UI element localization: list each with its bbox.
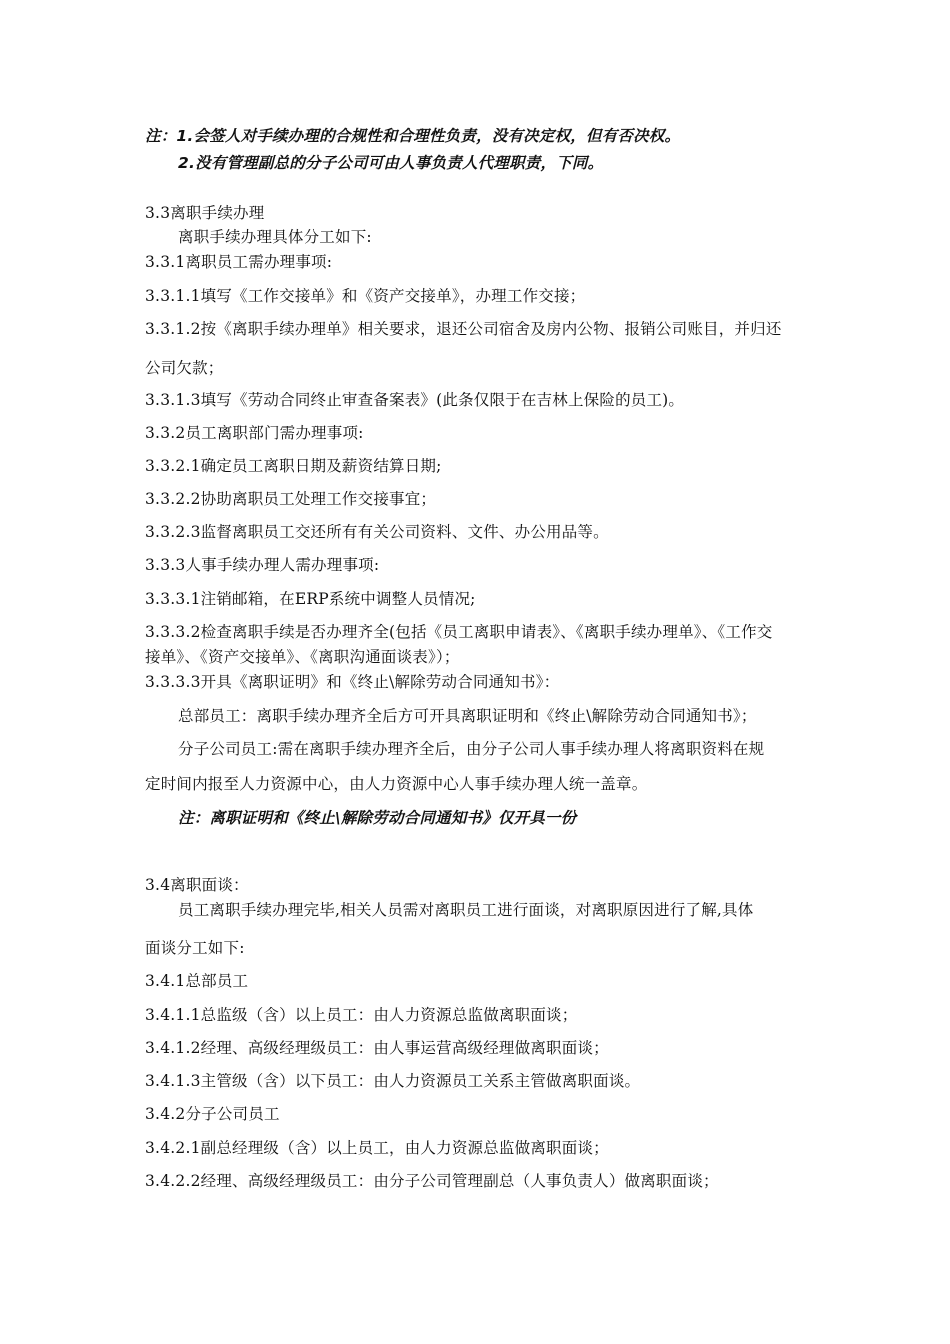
item-3-4-1-1: 3.4.1.1总监级（含）以上员工：由人力资源总监做离职面谈； bbox=[145, 1006, 578, 1024]
note-certificate: 注：离职证明和《终止\解除劳动合同通知书》仅开具一份 bbox=[178, 809, 577, 827]
note-line-2: 2.没有管理副总的分子公司可由人事负责人代理职责，下同。 bbox=[178, 154, 604, 172]
item-3-3-3-2-cont: 接单》、《资产交接单》、《离职沟通面谈表》）； bbox=[145, 648, 460, 666]
section-intro: 离职手续办理具体分工如下: bbox=[178, 228, 372, 246]
subsection-3-3-2: 3.3.2员工离职部门需办理事项: bbox=[145, 424, 364, 442]
item-3-3-1-1: 3.3.1.1填写《工作交接单》和《资产交接单》，办理工作交接； bbox=[145, 287, 586, 305]
section-intro-cont: 面谈分工如下: bbox=[145, 939, 245, 957]
item-3-3-2-3: 3.3.2.3监督离职员工交还所有有关公司资料、文件、办公用品等。 bbox=[145, 523, 609, 541]
subsection-3-4-1: 3.4.1总部员工 bbox=[145, 972, 249, 990]
section-heading-3-3: 3.3离职手续办理 bbox=[145, 204, 265, 222]
section-intro: 员工离职手续办理完毕,相关人员需对离职员工进行面谈，对离职原因进行了解,具体 bbox=[178, 901, 754, 919]
section-heading-3-4: 3.4离职面谈： bbox=[145, 876, 249, 894]
item-3-3-2-2: 3.3.2.2协助离职员工处理工作交接事宜； bbox=[145, 490, 437, 508]
item-3-3-1-3: 3.3.1.3填写《劳动合同终止审查备案表》(此条仅限于在吉林上保险的员工)。 bbox=[145, 391, 685, 409]
subsection-3-4-2: 3.4.2分子公司员工 bbox=[145, 1105, 280, 1123]
hq-staff-text: 总部员工：离职手续办理齐全后方可开具离职证明和《终止\解除劳动合同通知书》； bbox=[178, 707, 757, 725]
branch-staff-text-cont: 定时间内报至人力资源中心，由人力资源中心人事手续办理人统一盖章。 bbox=[145, 775, 648, 793]
item-3-4-1-3: 3.4.1.3主管级（含）以下员工：由人力资源员工关系主管做离职面谈。 bbox=[145, 1072, 641, 1090]
item-3-3-1-2-cont: 公司欠款； bbox=[145, 359, 224, 377]
note-line-1: 注：1.会签人对手续办理的合规性和合理性负责，没有决定权，但有否决权。 bbox=[145, 127, 681, 145]
subsection-3-3-3: 3.3.3人事手续办理人需办理事项: bbox=[145, 556, 380, 574]
item-3-3-1-2: 3.3.1.2按《离职手续办理单》相关要求，退还公司宿舍及房内公物、报销公司账目，并归还 bbox=[145, 320, 782, 338]
item-3-4-1-2: 3.4.1.2经理、高级经理级员工：由人事运营高级经理做离职面谈； bbox=[145, 1039, 609, 1057]
item-3-3-3-3: 3.3.3.3开具《离职证明》和《终止\解除劳动合同通知书》： bbox=[145, 673, 560, 691]
item-3-4-2-2: 3.4.2.2经理、高级经理级员工：由分子公司管理副总（人事负责人）做离职面谈； bbox=[145, 1172, 719, 1190]
item-3-3-3-2: 3.3.3.2检查离职手续是否办理齐全(包括《员工离职申请表》、《离职手续办理单》、《工作交 bbox=[145, 623, 773, 641]
item-3-4-2-1: 3.4.2.1副总经理级（含）以上员工，由人力资源总监做离职面谈； bbox=[145, 1139, 609, 1157]
branch-staff-text: 分子公司员工:需在离职手续办理齐全后，由分子公司人事手续办理人将离职资料在规 bbox=[178, 740, 765, 758]
subsection-3-3-1: 3.3.1离职员工需办理事项: bbox=[145, 253, 333, 271]
item-3-3-3-1: 3.3.3.1注销邮箱，在ERP系统中调整人员情况; bbox=[145, 590, 476, 608]
item-3-3-2-1: 3.3.2.1确定员工离职日期及薪资结算日期; bbox=[145, 457, 442, 475]
